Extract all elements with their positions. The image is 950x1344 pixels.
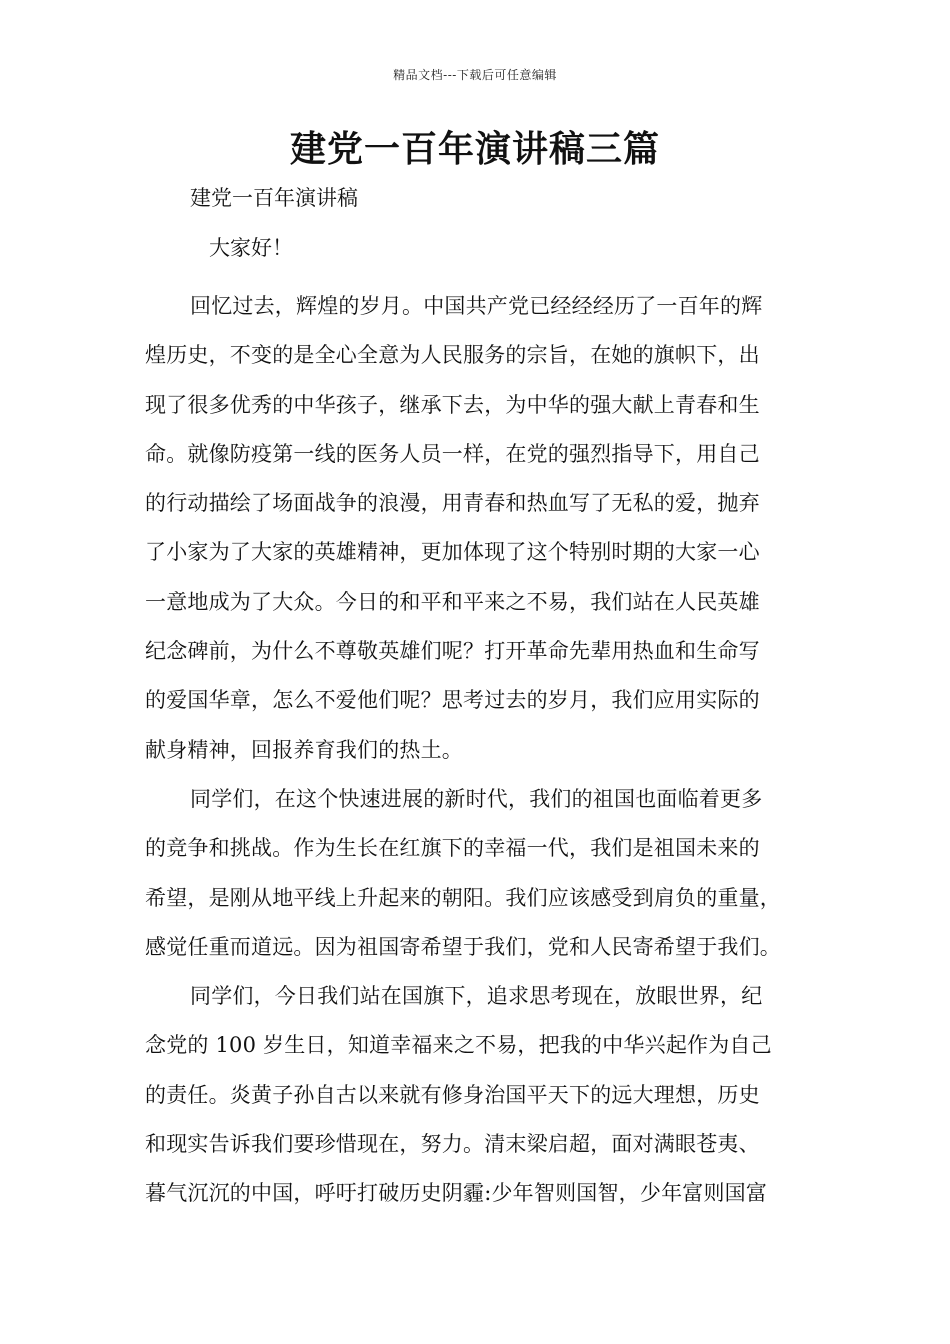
body-line: 了小家为了大家的英雄精神，更加体现了这个特别时期的大家一心 xyxy=(145,540,760,565)
body-line: 煌历史，不变的是全心全意为人民服务的宗旨，在她的旗帜下，出 xyxy=(145,343,760,368)
document-subtitle: 建党一百年演讲稿 xyxy=(190,186,358,210)
body-line: 希望，是刚从地平线上升起来的朝阳。我们应该感受到肩负的重量， xyxy=(145,885,781,910)
body-line: 同学们，在这个快速进展的新时代，我们的祖国也面临着更多 xyxy=(190,786,763,811)
body-line: 念党的 100 岁生日，知道幸福来之不易，把我的中华兴起作为自己 xyxy=(145,1033,772,1058)
body-line: 献身精神，回报养育我们的热土。 xyxy=(145,737,463,762)
body-line: 的爱国华章，怎么不爱他们呢？思考过去的岁月，我们应用实际的 xyxy=(145,688,760,713)
body-line: 纪念碑前，为什么不尊敬英雄们呢？打开革命先辈用热血和生命写 xyxy=(145,639,760,664)
body-line: 的责任。炎黄子孙自古以来就有修身治国平天下的远大理想，历史 xyxy=(145,1082,760,1107)
body-line: 的竞争和挑战。作为生长在红旗下的幸福一代，我们是祖国未来的 xyxy=(145,836,760,861)
body-line: 感觉任重而道远。因为祖国寄希望于我们，党和人民寄希望于我们。 xyxy=(145,934,781,959)
body-text xyxy=(145,282,825,1219)
body-line: 一意地成为了大众。今日的和平和平来之不易，我们站在人民英雄 xyxy=(145,589,760,614)
body-line: 同学们，今日我们站在国旗下，追求思考现在，放眼世界，纪 xyxy=(190,984,763,1009)
greeting-line: 大家好！ xyxy=(209,236,293,260)
body-line: 现了很多优秀的中华孩子，继承下去，为中华的强大献上青春和生 xyxy=(145,392,760,417)
body-line: 回忆过去，辉煌的岁月。中国共产党已经经经历了一百年的辉 xyxy=(190,294,763,318)
body-line: 的行动描绘了场面战争的浪漫，用青春和热血写了无私的爱，抛弃 xyxy=(145,491,760,516)
body-line: 和现实告诉我们要珍惜现在，努力。清末梁启超，面对满眼苍夷、 xyxy=(145,1132,760,1157)
document-title: 建党一百年演讲稿三篇 xyxy=(289,128,660,170)
body-line: 命。就像防疫第一线的医务人员一样，在党的强烈指导下，用自己 xyxy=(145,441,760,466)
body-line: 暮气沉沉的中国，呼吁打破历史阴霾:少年智则国智，少年富则国富 xyxy=(145,1181,768,1206)
header-note: 精品文档---下载后可任意编辑 xyxy=(393,68,557,82)
